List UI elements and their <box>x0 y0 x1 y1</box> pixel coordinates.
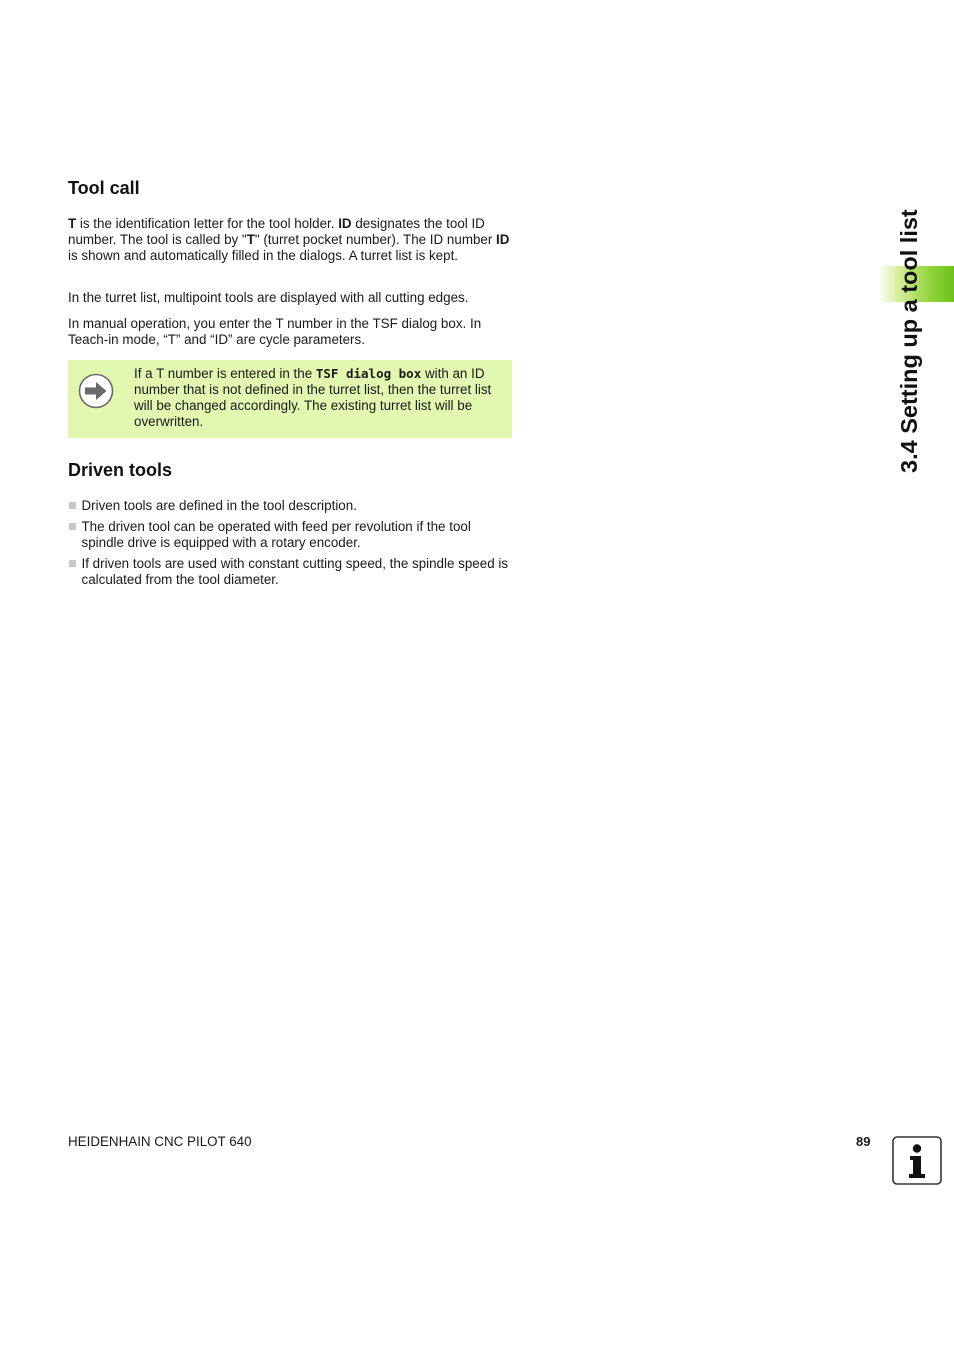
tool-call-paragraph-1: T is the identification letter for the tool holder. ID designates the tool ID number. The tool is called by "T" (turret pocket number). The ID number ID is shown and automatically filled in the dialogs. A turret list is kept. <box>68 216 510 263</box>
tool-call-section <box>68 178 512 199</box>
driven-tools-heading: Driven tools <box>68 460 173 480</box>
page-number: 89 <box>856 1134 871 1149</box>
driven-tools-section <box>68 460 512 481</box>
note-box <box>68 360 512 438</box>
chapter-title: 3.4 Setting up a tool list <box>896 209 922 473</box>
list-item: Driven tools are defined in the tool description. <box>68 498 512 514</box>
driven-tools-list-wrap <box>68 498 512 593</box>
bullet-square-icon <box>69 502 76 509</box>
footer-product-name: HEIDENHAIN CNC PILOT 640 <box>68 1134 252 1149</box>
tool-call-heading: Tool call <box>68 178 140 198</box>
id-word: ID <box>338 216 352 231</box>
tool-call-paragraph-3: In manual operation, you enter the T number in the TSF dialog box. In Teach-in mode, “T” and “ID” are cycle parameters. <box>68 316 482 347</box>
driven-tools-list <box>68 498 512 588</box>
bullet-square-icon <box>69 523 76 530</box>
info-icon <box>892 1136 942 1185</box>
tool-call-paragraph-2: In the turret list, multipoint tools are displayed with all cutting edges. <box>68 290 469 305</box>
note-text: If a T number is entered in the TSF dialog box with an ID number that is not defined in the turret list, then the turret list will be changed accordingly. The existing turret list will be overwritten. <box>134 366 492 429</box>
list-item: If driven tools are used with constant cutting speed, the spindle speed is calculated from the tool diameter. <box>68 556 512 588</box>
tsf-dialog-box-code: TSF dialog box <box>315 366 422 381</box>
bullet-square-icon <box>69 560 76 567</box>
arrow-right-icon <box>78 373 114 409</box>
t-letter: T <box>68 216 77 231</box>
list-item: The driven tool can be operated with feed per revolution if the tool spindle drive is equipped with a rotary encoder. <box>68 519 512 551</box>
